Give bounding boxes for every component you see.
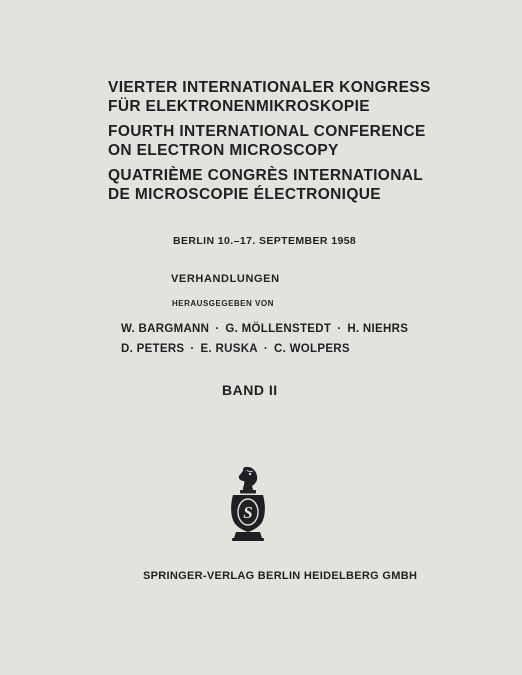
title-english-line-1: FOURTH INTERNATIONAL CONFERENCE	[108, 123, 426, 140]
logo-letter: S	[243, 503, 253, 522]
title-block	[108, 78, 431, 204]
proceedings-label: VERHANDLUNGEN	[171, 273, 280, 285]
editor-name: D. PETERS	[121, 343, 185, 355]
separator-dot: ·	[263, 343, 269, 355]
separator-dot: ·	[190, 343, 195, 355]
editor-name: E. RUSKA	[200, 343, 258, 355]
volume-label: BAND II	[222, 382, 278, 398]
springer-knight-chess-logo-icon	[226, 464, 270, 542]
title-german-line-1: VIERTER INTERNATIONALER KONGRESS	[108, 79, 431, 96]
editors-list	[121, 319, 411, 359]
editors-row-1	[121, 319, 411, 339]
title-french-line-1: QUATRIÈME CONGRÈS INTERNATIONAL	[108, 167, 424, 184]
title-german-line-2: FÜR ELEKTRONENMIKROSKOPIE	[108, 98, 370, 115]
title-english-line-2: ON ELECTRON MICROSCOPY	[108, 142, 339, 159]
edited-by-label: HERAUSGEGEBEN VON	[172, 299, 274, 308]
separator-dot: ·	[215, 323, 220, 335]
editor-name: G. MÖLLENSTEDT	[225, 323, 332, 335]
title-french-line-2: DE MICROSCOPIE ÉLECTRONIQUE	[108, 186, 381, 203]
editor-name: W. BARGMANN	[121, 323, 210, 335]
meeting-place-date: BERLIN 10.–17. SEPTEMBER 1958	[173, 235, 357, 247]
separator-dot: ·	[337, 323, 342, 335]
editor-name: H. NIEHRS	[347, 323, 409, 335]
publisher-name: SPRINGER-VERLAG BERLIN HEIDELBERG GMBH	[143, 570, 418, 582]
editors-row-2	[121, 339, 411, 359]
editor-name: C. WOLPERS	[274, 343, 350, 355]
